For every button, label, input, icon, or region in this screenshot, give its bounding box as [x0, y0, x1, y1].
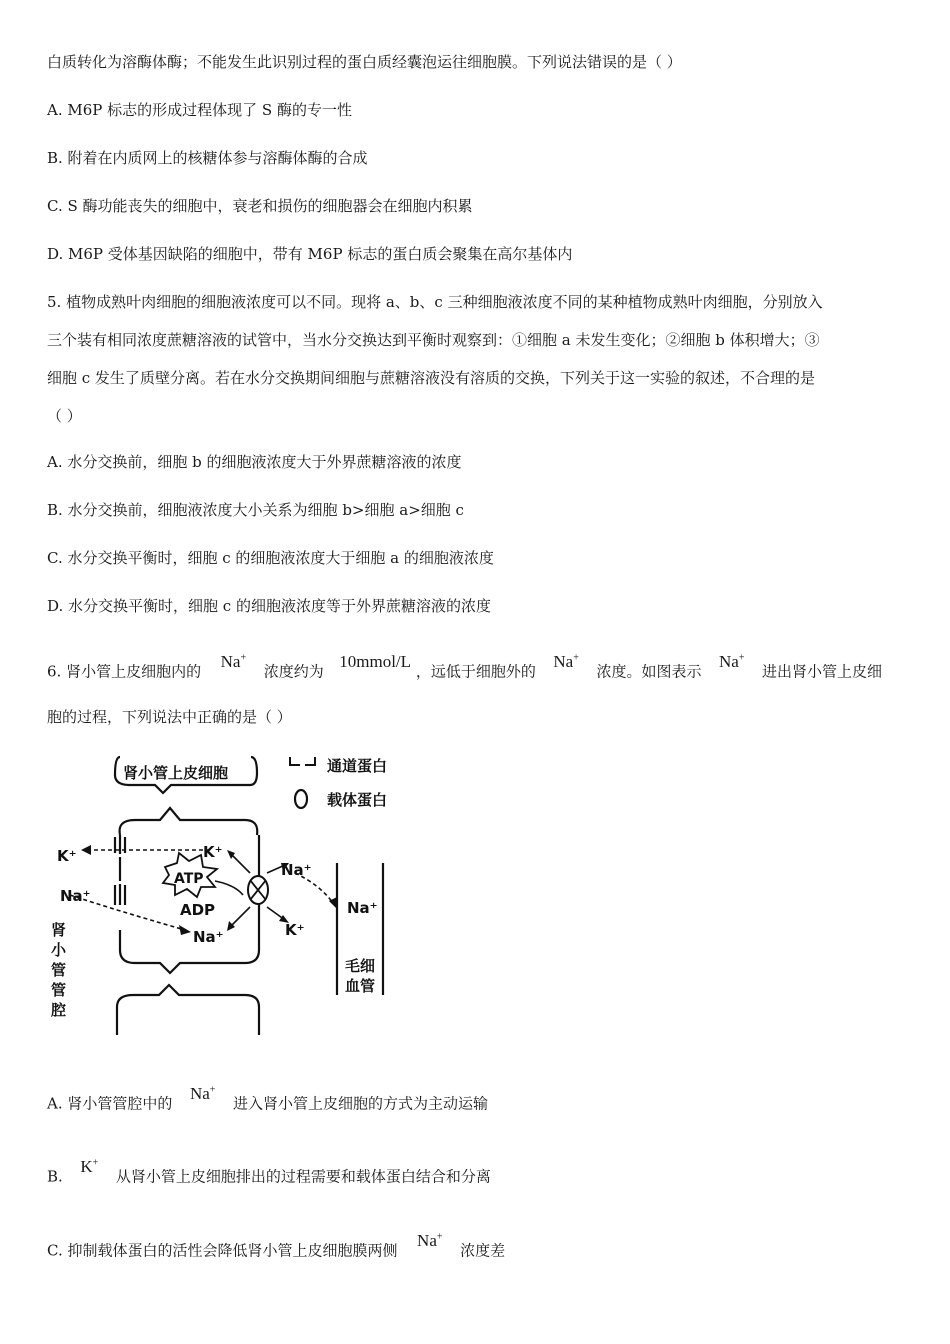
concentration-value: 10mmol/L [339, 651, 412, 671]
q6-text-4: 浓度。如图表示 [596, 662, 702, 681]
q6-stem-line-1 [47, 651, 883, 682]
q4-option-a: A. M6P 标志的形成过程体现了 S 酶的专一性 [47, 101, 352, 119]
q4-option-b: B. 附着在内质网上的核糖体参与溶酶体酶的合成 [47, 149, 368, 167]
q6-option-b: B. K+ 从肾小管上皮细胞排出的过程需要和载体蛋白结合和分离 [47, 1156, 491, 1186]
legend-carrier-label: 载体蛋白 [327, 791, 388, 809]
intro-line: 白质转化为溶酶体酶；不能发生此识别过程的蛋白质经囊泡运往细胞膜。下列说法错误的是（ ） [47, 53, 682, 71]
q5-stem-line-1: 5. 植物成熟叶肉细胞的细胞液浓度可以不同。现将 a、b、c 三种细胞液浓度不同的某种植物成熟叶肉细胞，分别放入 [47, 293, 823, 311]
atp-label: ATP [174, 871, 204, 887]
svg-text:管: 管 [51, 961, 67, 979]
na-transport-diagram [45, 745, 415, 1045]
q5-stem-line-3: 细胞 c 发生了质壁分离。若在水分交换期间细胞与蔗糖溶液没有溶质的交换，下列关于这一实验的叙述，不合理的是 [47, 369, 815, 387]
q5-option-c: C. 水分交换平衡时，细胞 c 的细胞液浓度大于细胞 a 的细胞液浓度 [47, 549, 494, 567]
q5-option-b: B. 水分交换前，细胞液浓度大小关系为细胞 b>细胞 a>细胞 c [47, 501, 464, 519]
q6-text-3: ，远低于细胞外的 [415, 662, 536, 681]
svg-text:血管: 血管 [345, 977, 376, 995]
q6-option-a: A. 肾小管管腔中的 Na+ 进入肾小管上皮细胞的方式为主动运输 [47, 1083, 488, 1113]
na-inside-label: Na⁺ [193, 928, 224, 946]
svg-text:腔: 腔 [51, 1001, 67, 1019]
na-capillary-label: Na⁺ [347, 899, 378, 917]
na-exit-label: Na⁺ [281, 861, 312, 879]
capillary-label [345, 957, 375, 995]
q6-text-1: 6. 肾小管上皮细胞内的 [47, 662, 202, 681]
na-ion-label: Na+ [220, 651, 247, 671]
na-ion-label: Na+ [189, 1083, 216, 1103]
na-lumen-label: Na⁺ [60, 887, 91, 905]
svg-text:管: 管 [51, 981, 67, 999]
q5-stem-line-2: 三个装有相同浓度蔗糖溶液的试管中，当水分交换达到平衡时观察到：①细胞 a 未发生变化；②细胞 b 体积增大；③ [47, 331, 820, 349]
k-inside-label: K⁺ [203, 843, 223, 861]
k-outside-label: K⁺ [57, 847, 77, 865]
svg-text:毛细: 毛细 [345, 957, 376, 975]
lumen-label [51, 921, 67, 1019]
na-ion-label: Na+ [719, 651, 745, 671]
q4-option-d: D. M6P 受体基因缺陷的细胞中，带有 M6P 标志的蛋白质会聚集在高尔基体内 [47, 245, 573, 263]
svg-text:肾: 肾 [51, 921, 67, 939]
cell-label: 肾小管上皮细胞 [123, 764, 229, 782]
k-entry-label: K⁺ [285, 921, 305, 939]
legend-channel-label: 通道蛋白 [327, 757, 388, 775]
na-ion-label: Na+ [417, 1230, 443, 1250]
q6-text-5: 进出肾小管上皮细 [762, 662, 883, 681]
q6-stem-line-2: 胞的过程，下列说法中正确的是（ ） [47, 708, 292, 726]
q4-option-c: C. S 酶功能丧失的细胞中，衰老和损伤的细胞器会在细胞内积累 [47, 197, 473, 215]
carrier-legend-icon [295, 790, 307, 808]
q5-stem-line-4: （ ） [47, 407, 82, 425]
q5-option-a: A. 水分交换前，细胞 b 的细胞液浓度大于外界蔗糖溶液的浓度 [47, 453, 462, 471]
q6-text-2: 浓度约为 [263, 662, 324, 681]
q6-option-c: C. 抑制载体蛋白的活性会降低肾小管上皮细胞膜两侧 Na+ 浓度差 [47, 1230, 506, 1260]
k-ion-label: K+ [80, 1156, 99, 1176]
svg-text:小: 小 [51, 941, 67, 959]
na-ion-label: Na+ [553, 651, 579, 671]
adp-label: ADP [180, 901, 216, 919]
q5-option-d: D. 水分交换平衡时，细胞 c 的细胞液浓度等于外界蔗糖溶液的浓度 [47, 597, 491, 615]
